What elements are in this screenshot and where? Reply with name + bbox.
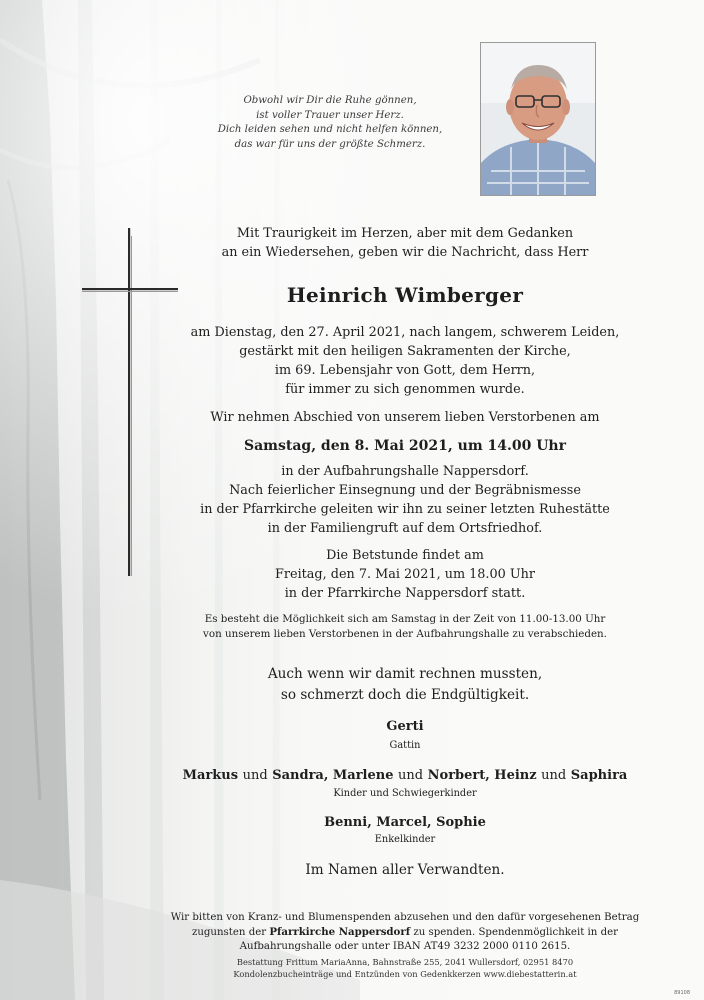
farewell-intro: Wir nehmen Abschied von unserem lieben Verstorbenen am (210, 410, 600, 425)
undertaker-info (120, 957, 690, 980)
child-name: Markus (182, 768, 239, 783)
funeral-details-line: in der Familiengruft auf dem Ortsfriedhof. (267, 521, 543, 536)
deceased-name: Heinrich Wimberger (286, 283, 524, 307)
print-code: 89108 (674, 990, 690, 996)
funeral-details-line: in der Pfarrkirche geleiten wir ihn zu seiner letzten Ruhestätte (200, 502, 610, 517)
prayer-hour-line: Die Betstunde findet am (326, 548, 484, 563)
prayer-hour (120, 546, 690, 603)
viewing-line: Es besteht die Möglichkeit sich am Samstag in der Zeit von 11.00-13.00 Uhr (204, 613, 606, 625)
children-names (120, 768, 690, 783)
viewing-line: von unserem lieben Verstorbenen in der Aufbahrungshalle zu verabschieden. (203, 628, 607, 640)
closing-quote-line: Auch wenn wir damit rechnen mussten, (267, 666, 543, 682)
relatives-line: Im Namen aller Verwandten. (305, 862, 505, 878)
donation-notice (120, 911, 690, 954)
donation-line: Wir bitten von Kranz- und Blumenspenden abzusehen und den dafür vorgesehenen Betrag (170, 912, 640, 923)
spouse-name: Gerti (386, 719, 424, 734)
prayer-hour-line: Freitag, den 7. Mai 2021, um 18.00 Uhr (275, 567, 535, 582)
donation-text: zu spenden. Spendenmöglichkeit in der (413, 927, 619, 938)
undertaker-line: Kondolenzbucheinträge und Entzünden von Gedenkkerzen www.diebestatterin.at (233, 968, 577, 979)
closing-quote (120, 664, 690, 706)
donation-line (120, 925, 690, 940)
death-notice (120, 323, 690, 399)
funeral-details-line: Nach feierlicher Einsegnung und der Begräbnismesse (229, 483, 581, 498)
donation-line: Aufbahrungshalle oder unter IBAN AT49 3232 2000 0110 2615. (239, 941, 571, 952)
death-notice-line: für immer zu sich genommen wurde. (285, 382, 525, 397)
funeral-details-line: in der Aufbahrungshalle Nappersdorf. (281, 464, 529, 479)
death-notice-line: im 69. Lebensjahr von Gott, dem Herrn, (274, 363, 536, 378)
spouse-relation: Gattin (389, 740, 421, 751)
death-notice-line: am Dienstag, den 27. April 2021, nach langem, schwerem Leiden, (190, 325, 620, 340)
poem-line: ist voller Trauer unser Herz. (256, 109, 404, 121)
child-name: Sandra, Marlene (272, 768, 394, 783)
child-name: Saphira (570, 768, 628, 783)
closing-quote-line: so schmerzt doch die Endgültigkeit. (280, 687, 530, 703)
grandchildren-names: Benni, Marcel, Sophie (324, 815, 486, 830)
viewing-notice (120, 612, 690, 642)
prayer-hour-line: in der Pfarrkirche Nappersdorf statt. (284, 586, 526, 601)
death-notice-line: gestärkt mit den heiligen Sakramenten der Kirche, (239, 344, 571, 359)
funeral-details (120, 462, 690, 538)
funeral-date: Samstag, den 8. Mai 2021, um 14.00 Uhr (243, 438, 566, 454)
undertaker-line: Bestattung Frittum MariaAnna, Bahnstraße 255, 2041 Wullersdorf, 02951 8470 (236, 957, 574, 967)
conjunction: und (541, 768, 567, 783)
conjunction: und (398, 768, 424, 783)
grandchildren-relation: Enkelkinder (374, 834, 436, 845)
children-relation: Kinder und Schwiegerkinder (333, 788, 477, 799)
poem-line: Obwohl wir Dir die Ruhe gönnen, (243, 95, 417, 106)
conjunction: und (242, 768, 268, 783)
donation-text: zugunsten der (191, 927, 267, 938)
poem-line: das war für uns der größte Schmerz. (234, 138, 426, 150)
intro-line: Mit Traurigkeit im Herzen, aber mit dem Gedanken (236, 226, 574, 241)
poem-line: Dich leiden sehen und nicht helfen können, (217, 124, 443, 135)
child-name: Norbert, Heinz (427, 768, 537, 783)
intro-line: an ein Wiedersehen, geben wir die Nachricht, dass Herr (221, 245, 589, 260)
donation-recipient: Pfarrkirche Nappersdorf (269, 926, 411, 938)
intro-text (120, 224, 690, 262)
